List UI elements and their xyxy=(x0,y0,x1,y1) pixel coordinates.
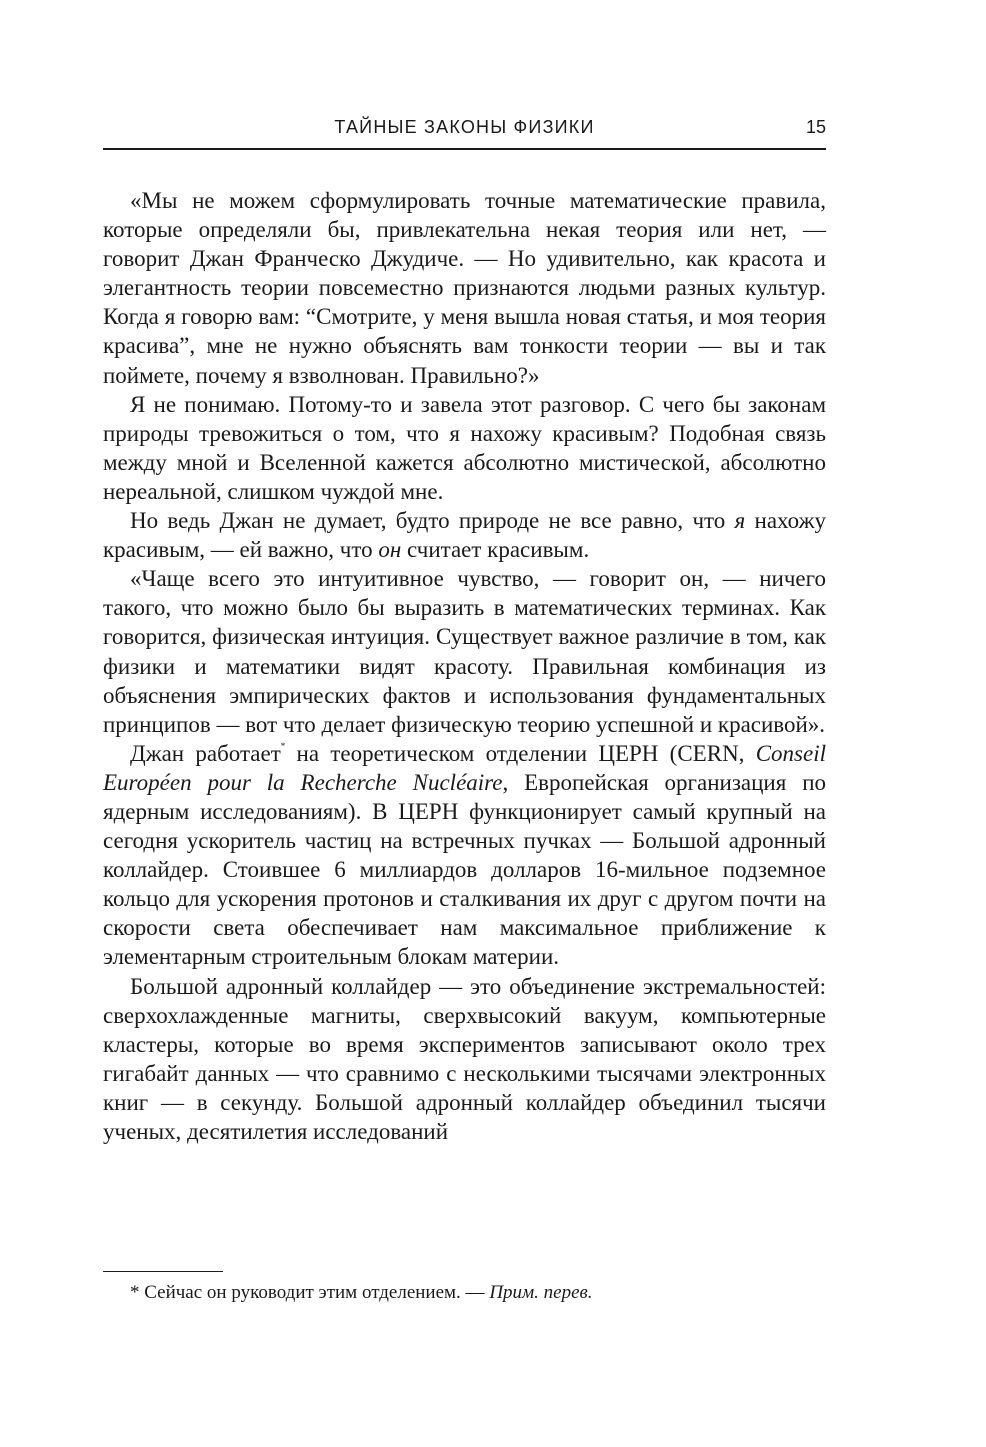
running-head xyxy=(103,112,826,142)
italic-text: он xyxy=(378,537,402,563)
paragraph-5 xyxy=(103,739,826,972)
text-run: считает красивым. xyxy=(401,537,590,563)
text-run: Большой адронный коллайдер — это объединение экстремальностей: сверхохлажденные магниты, сверхвысокий вакуум, компьютерные кластеры, которые во время экспериментов записывают около трех гигабайт данных — что сравнимо с несколькими тысячами электронных книг — в секунду. Большой адронный коллайдер объединил тысячи ученых, десятилетия исследований xyxy=(103,973,826,1144)
paragraph-4 xyxy=(103,564,826,739)
text-run: нахожу красивым, — ей важно, что xyxy=(103,508,826,563)
italic-text: Прим. перев. xyxy=(489,1282,593,1303)
running-title: ТАЙНЫЕ ЗАКОНЫ ФИЗИКИ xyxy=(334,117,595,137)
italic-text: Conseil Européen pour la Recherche Nucléaire xyxy=(103,740,826,795)
footnote-marker: * xyxy=(280,740,286,751)
text-run: , Европейская организация по ядерным исследованиям). В ЦЕРН функционирует самый крупный на сегодня ускоритель частиц на встречных пучках — Большой адронный коллайдер. Стоившее 6 миллиардов долларов 16-мильное подземное кольцо для ускорения протонов и сталкивания их друг с другом почти на скорости света обеспечивает нам максимальное приближение к элементарным строительным блокам материи. xyxy=(103,769,827,970)
header-rule xyxy=(103,148,826,150)
text-run: Джан работает xyxy=(130,740,281,766)
text-run: «Мы не можем сформулировать точные математические правила, которые определяли бы, привлекательна некая теория или нет, — говорит Джан Франческо Джудиче. — Но удивительно, как красота и элегантность теории повсеместно признаются людьми разных культур. Когда я говорю вам: “Смотрите, у меня вышла новая статья, и моя теория красива”, мне не нужно объяснять вам тонкости теории — вы и так поймете, почему я взволнован. Правильно?» xyxy=(103,188,826,388)
page-number: 15 xyxy=(805,117,826,137)
text-run: Я не понимаю. Потому-то и завела этот разговор. С чего бы законам природы тревожиться о том, что я нахожу красивым? Подобная связь между мной и Вселенной кажется абсолютно мистической, абсолютно нереальной, слишком чуждой мне. xyxy=(103,391,826,504)
text-run: Но ведь Джан не думает, будто природе не все равно, что xyxy=(130,508,735,534)
paragraph-2 xyxy=(103,390,826,506)
paragraph-1 xyxy=(103,186,826,390)
body-text xyxy=(103,186,826,1146)
footnote-rule xyxy=(103,1271,223,1272)
text-run: * Сейчас он руководит этим отделением. — xyxy=(130,1282,490,1303)
text-run: «Чаще всего это интуитивное чувство, — говорит он, — ничего такого, что можно было бы выразить в математических терминах. Как говорится, физическая интуиция. Существует важное различие в том, как физики и математики видят красоту. Правильная комбинация из объяснения эмпирических фактов и использования фундаментальных принципов — вот что делает физическую теорию успешной и красивой». xyxy=(103,566,826,737)
italic-text: я xyxy=(734,508,746,534)
paragraph-3 xyxy=(103,506,826,564)
paragraph-6 xyxy=(103,972,826,1147)
footnote xyxy=(130,1279,826,1307)
text-run: на теоретическом отделении ЦЕРН (CERN, xyxy=(285,740,756,766)
